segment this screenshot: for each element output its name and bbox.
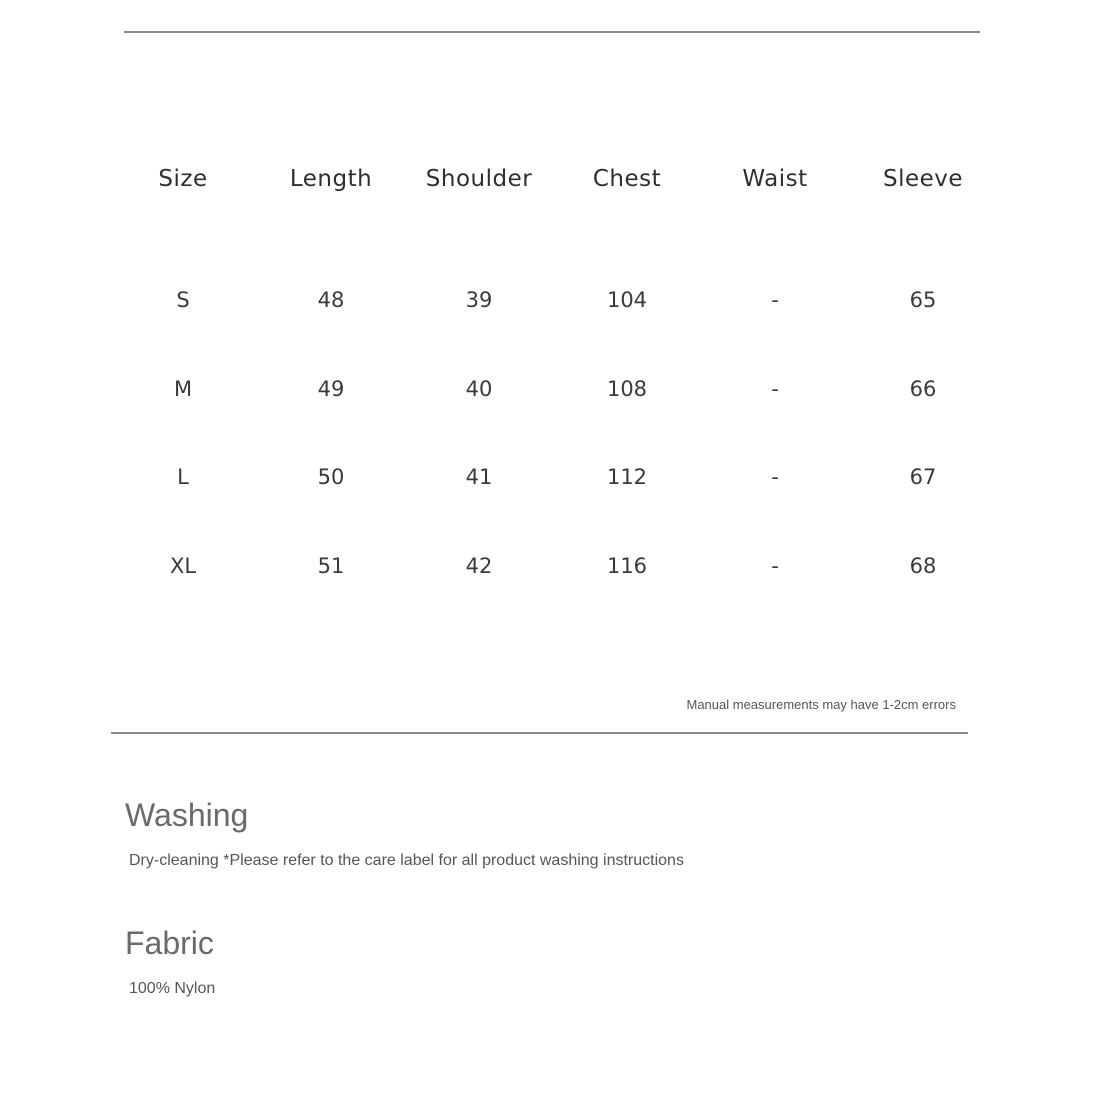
cell-sleeve: 65 <box>909 288 937 313</box>
cell-shoulder: 42 <box>465 553 493 578</box>
cell-length: 49 <box>317 376 345 401</box>
middle-divider <box>111 732 968 734</box>
table-row <box>109 522 997 611</box>
cell-waist: - <box>771 465 779 490</box>
cell-chest: 116 <box>606 553 648 578</box>
cell-length: 48 <box>317 288 345 313</box>
cell-shoulder: 41 <box>465 465 493 490</box>
washing-heading: Washing <box>125 797 249 833</box>
cell-sleeve: 66 <box>909 376 937 401</box>
cell-length: 50 <box>317 465 345 490</box>
cell-chest: 112 <box>606 465 648 490</box>
top-divider <box>124 31 980 33</box>
fabric-heading: Fabric <box>125 925 214 961</box>
cell-waist: - <box>771 288 779 313</box>
cell-size: XL <box>169 553 197 578</box>
table-header-row <box>109 150 997 256</box>
cell-size: S <box>176 288 190 313</box>
cell-shoulder: 39 <box>465 288 493 313</box>
cell-sleeve: 67 <box>909 465 937 490</box>
table-row <box>109 345 997 434</box>
cell-chest: 104 <box>606 288 648 313</box>
table-row <box>109 256 997 345</box>
header-length: Length <box>289 166 373 192</box>
cell-sleeve: 68 <box>909 553 937 578</box>
cell-size: M <box>173 376 193 401</box>
table-row <box>109 433 997 522</box>
header-waist: Waist <box>742 166 808 192</box>
cell-size: L <box>177 465 189 490</box>
header-shoulder: Shoulder <box>425 166 533 192</box>
washing-instructions: Dry-cleaning *Please refer to the care label for all product washing instructions <box>129 852 684 869</box>
header-sleeve: Sleeve <box>882 166 964 192</box>
header-chest: Chest <box>592 166 662 192</box>
header-size: Size <box>158 166 208 192</box>
fabric-composition: 100% Nylon <box>129 980 216 997</box>
cell-waist: - <box>771 376 779 401</box>
size-chart-table <box>109 150 997 610</box>
measurement-note: Manual measurements may have 1-2cm errors <box>686 697 956 712</box>
cell-length: 51 <box>317 553 345 578</box>
cell-shoulder: 40 <box>465 376 493 401</box>
cell-chest: 108 <box>606 376 648 401</box>
cell-waist: - <box>771 553 779 578</box>
